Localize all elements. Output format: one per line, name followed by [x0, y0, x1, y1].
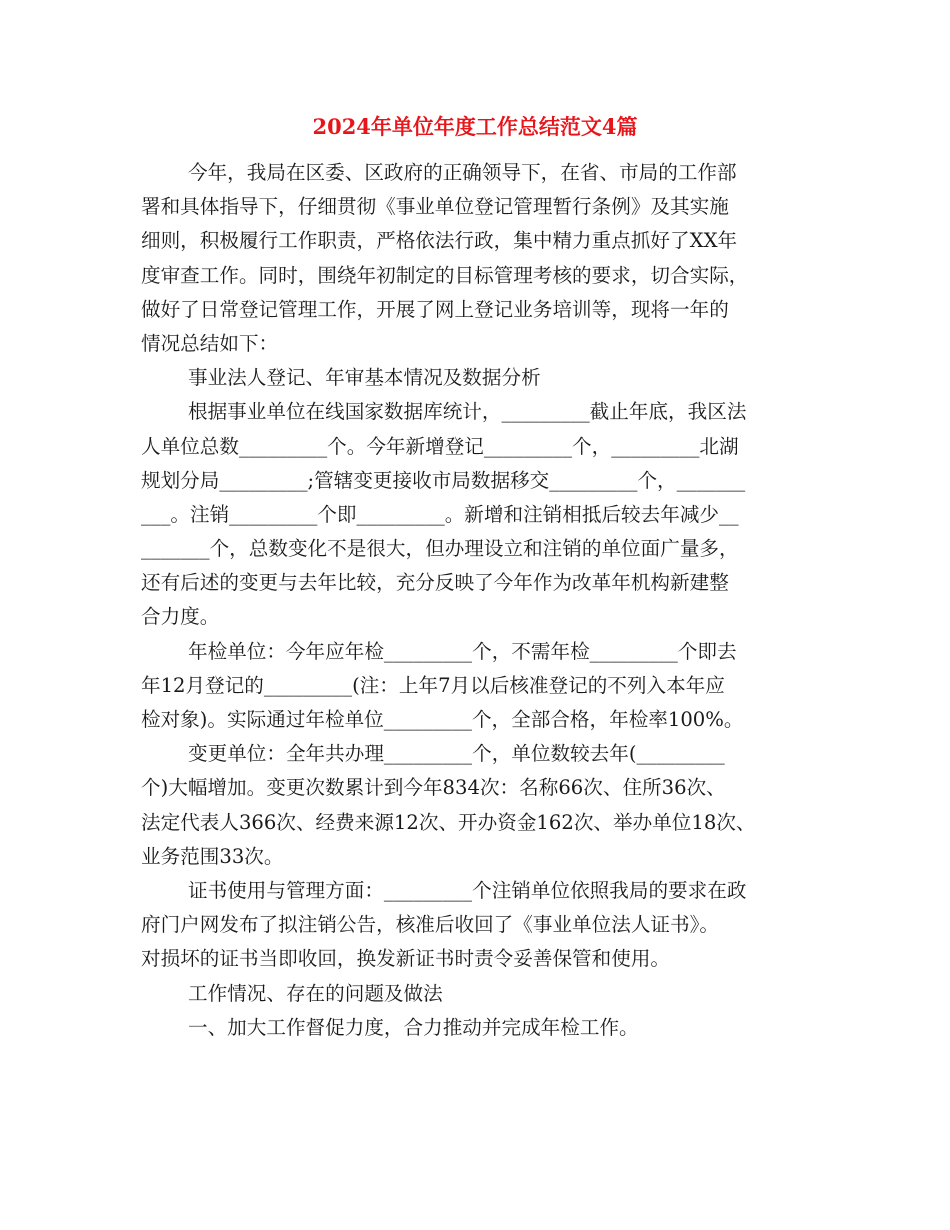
paragraph-first-line: 一、加大工作督促力度，合力推动并完成年检工作。	[188, 1015, 639, 1039]
text-line: ___。注销_________个即_________。新增和注销相抵后较去年减少__	[141, 502, 739, 526]
text-line: _______个，总数变化不是很大，但办理设立和注销的单位面广量多，	[141, 537, 739, 561]
text-line: 还有后述的变更与去年比较，充分反映了今年作为改革年机构新建整	[141, 571, 729, 595]
document-title: 2024年单位年度工作总结范文4篇	[312, 114, 638, 139]
paragraph-first-line: 根据事业单位在线国家数据库统计，_________截止年底，我区法	[188, 400, 747, 424]
text-line: 度审查工作。同时，围绕年初制定的目标管理考核的要求，切合实际，	[141, 263, 749, 287]
text-line: 人单位总数_________个。今年新增登记_________个，_________北湖	[141, 434, 739, 458]
document-body	[141, 156, 821, 1045]
text-line: 署和具体指导下，仔细贯彻《事业单位登记管理暂行条例》及其实施	[141, 195, 729, 219]
text-line: 法定代表人366次、经费来源12次、开办资金162次、举办单位18次、	[141, 810, 756, 834]
text-line: 细则，积极履行工作职责，严格依法行政，集中精力重点抓好了XX年	[141, 229, 738, 253]
text-line: 府门户网发布了拟注销公告，核准后收回了《事业单位法人证书》。	[141, 913, 720, 937]
paragraph-first-line: 今年，我局在区委、区政府的正确领导下，在省、市局的工作部	[188, 161, 737, 184]
paragraph-first-line: 变更单位：全年共办理_________个，单位数较去年(_________	[188, 742, 725, 766]
paragraph-first-line: 证书使用与管理方面：_________个注销单位依照我局的要求在政	[188, 878, 747, 902]
text-line: 个)大幅增加。变更次数累计到今年834次：名称66次、住所36次、	[141, 776, 726, 800]
text-line: 合力度。	[141, 605, 220, 629]
text-line: 年12月登记的_________(注：上年7月以后核准登记的不列入本年应	[141, 673, 725, 697]
text-line: 规划分局_________;管辖变更接收市局数据移交_________个，_______	[141, 468, 746, 492]
text-line: 做好了日常登记管理工作，开展了网上登记业务培训等，现将一年的	[141, 297, 729, 321]
text-line: 检对象)。实际通过年检单位_________个，全部合格，年检率100%。	[141, 708, 744, 731]
paragraph-first-line: 工作情况、存在的问题及做法	[188, 981, 443, 1005]
text-line: 对损坏的证书当即收回，换发新证书时责令妥善保管和使用。	[141, 947, 671, 971]
text-line: 业务范围33次。	[141, 844, 284, 868]
text-line: 情况总结如下：	[141, 331, 279, 355]
paragraph-first-line: 年检单位：今年应年检_________个，不需年检_________个即去	[188, 639, 737, 663]
paragraph-first-line: 事业法人登记、年审基本情况及数据分析	[188, 366, 541, 390]
